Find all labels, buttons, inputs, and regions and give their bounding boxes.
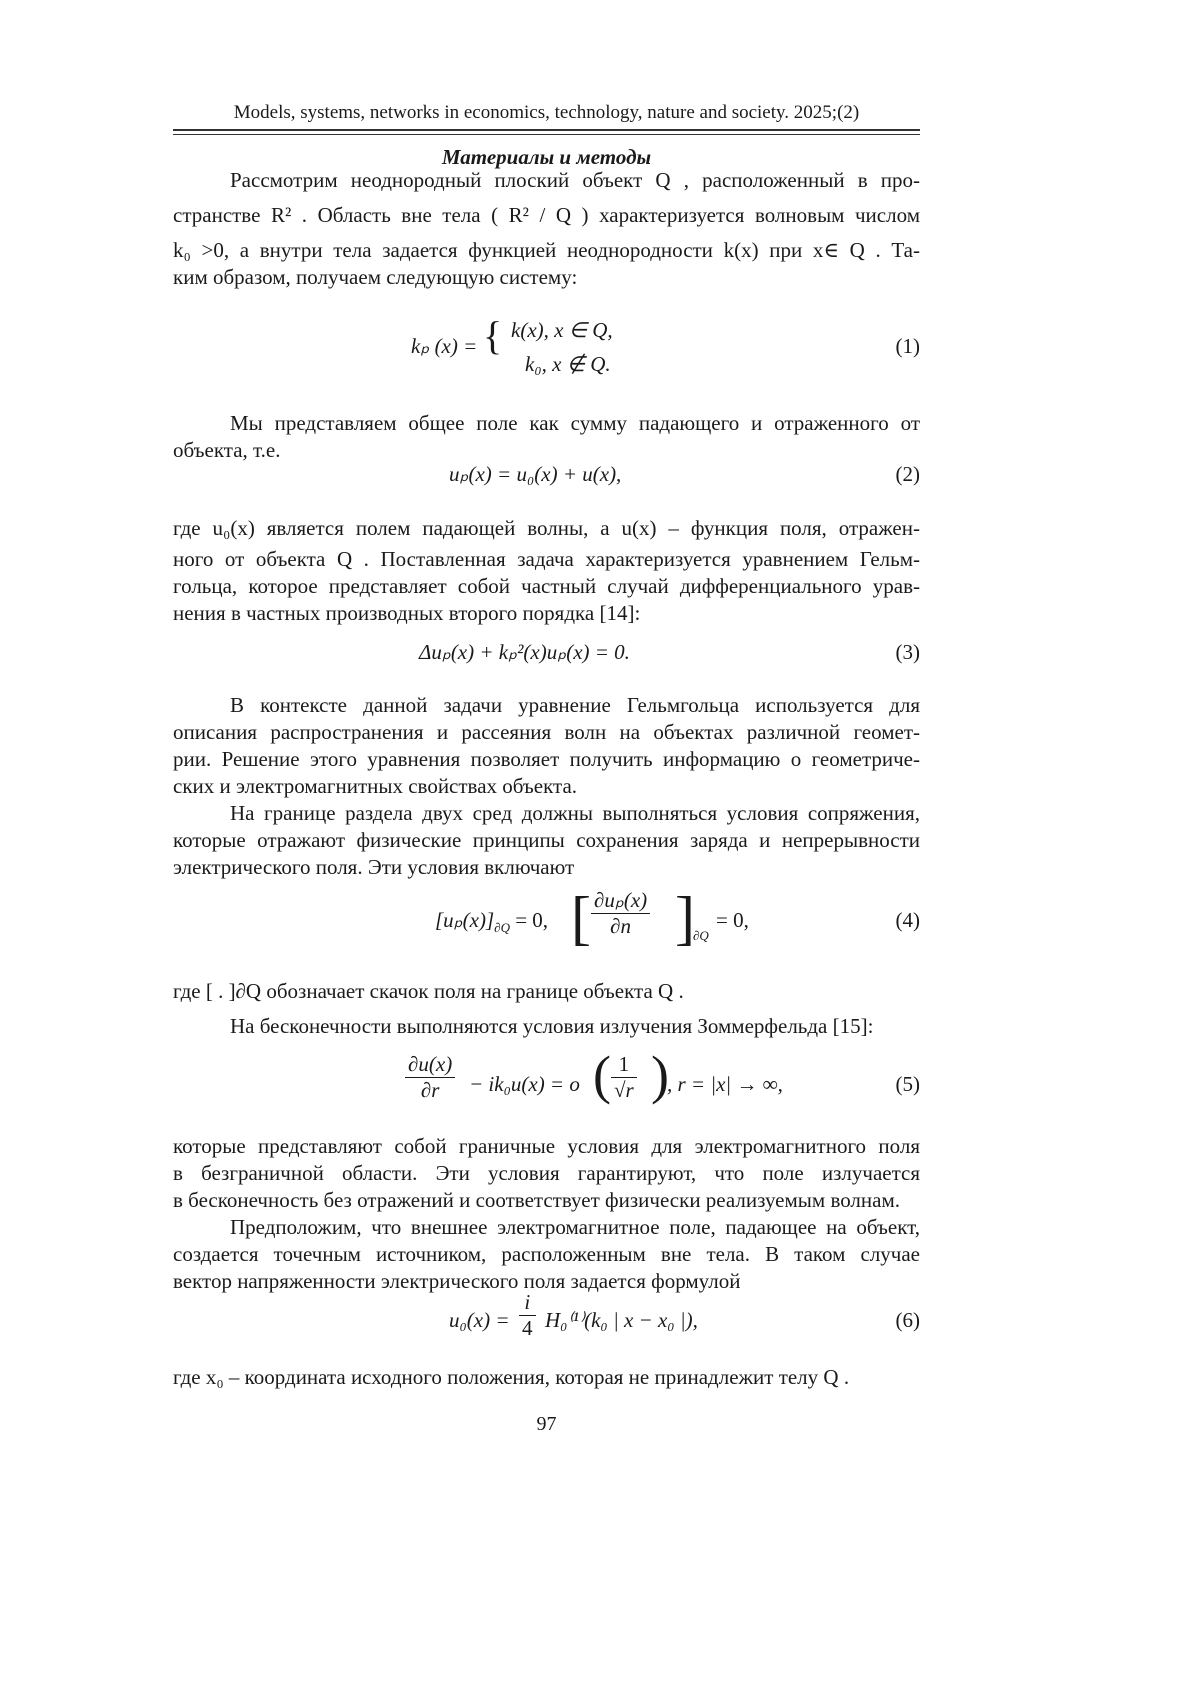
eq5-paren-close: ) — [651, 1045, 669, 1105]
eq6-fraction — [519, 1290, 536, 1341]
eq1-case-2: k₀, x ∉ Q. — [525, 352, 611, 376]
text-line: k₀ >0, а внутри тела задается функцией неоднородности k(x) при x∈ Q . Та- — [173, 238, 920, 262]
eq5-middle: − ik₀u(x) = o — [469, 1072, 580, 1096]
text-line: вектор напряженности электрического поля задается формулой — [173, 1269, 741, 1293]
eq5-numerator: ∂u(x) — [405, 1052, 455, 1078]
eq5-inner-fraction — [611, 1052, 637, 1103]
eq4-bracket-close: ] — [675, 885, 695, 951]
paragraph-7 — [173, 1013, 920, 1040]
eq1-number: (1) — [895, 334, 920, 358]
eq5-derivative — [405, 1052, 455, 1103]
text-line: создается точечным источником, расположенным вне тела. В таком случае — [173, 1242, 920, 1266]
equation-3 — [173, 640, 920, 680]
equation-4 — [173, 885, 920, 958]
eq5-end: , r = |x| → ∞, — [667, 1072, 783, 1096]
text-line: ного от объекта Q . Поставленная задача характеризуется уравнением Гельм- — [173, 547, 920, 571]
text-line: которые представляют собой граничные условия для электромагнитного поля — [173, 1134, 920, 1158]
eq4-jump — [435, 908, 548, 936]
eq4-sub-boundary-2: ∂Q — [693, 928, 709, 943]
text-line: электрического поля. Эти условия включают — [173, 855, 575, 879]
paragraph-2 — [173, 410, 920, 464]
text-line: рии. Решение этого уравнения позволяет получить информацию о геометриче- — [173, 747, 920, 771]
eq4-bracket-u: [uₚ(x)] — [435, 908, 495, 932]
eq4-end: = 0, — [716, 908, 749, 932]
eq4-bracket-open: [ — [571, 885, 591, 951]
eq4-equals: = 0, — [515, 908, 549, 932]
text-line: ских и электромагнитных свойствах объекта. — [173, 774, 578, 798]
text-line: ким образом, получаем следующую систему: — [173, 265, 578, 289]
text-line: странстве R² . Область вне тела ( R² / Q ) характеризуется волновым числом — [173, 203, 920, 227]
paragraph-9 — [173, 1214, 920, 1295]
eq3-body: Δuₚ(x) + kₚ²(x)uₚ(x) = 0. — [419, 640, 630, 664]
text-line: Предположим, что внешнее электромагнитное поле, падающее на объект, — [230, 1215, 920, 1239]
paragraph-5 — [173, 800, 920, 881]
text-line: объекта, т.е. — [173, 438, 281, 462]
text-line: Рассмотрим неоднородный плоский объект Q , расположенный в про- — [230, 168, 920, 192]
eq5-sqrt-r: √r — [614, 1078, 634, 1102]
text-line: в безграничной области. Эти условия гарантируют, что поле излучается — [173, 1161, 920, 1185]
text-line: которые отражают физические принципы сохранения заряда и непрерывности — [173, 828, 920, 852]
eq5-paren-open: ( — [593, 1045, 611, 1105]
equation-5 — [173, 1045, 920, 1122]
page-number: 97 — [536, 1413, 557, 1435]
eq6-rhs: H₀⁽¹⁾(k₀ | x − x₀ |), — [545, 1308, 698, 1332]
eq2-body: uₚ(x) = u₀(x) + u(x), — [449, 462, 622, 486]
text-line: где x₀ – координата исходного положения, которая не принадлежит телу Q . — [173, 1365, 850, 1389]
eq1-case-1: k(x), x ∈ Q, — [511, 318, 613, 342]
text-line: где [ . ]∂Q обозначает скачок поля на границе объекта Q . — [173, 979, 684, 1003]
eq4-number: (4) — [895, 908, 920, 932]
paragraph-6 — [173, 978, 920, 1005]
header-rule — [173, 129, 920, 131]
eq2-number: (2) — [895, 462, 920, 486]
paragraph-3 — [173, 515, 920, 627]
paragraph-1 — [173, 167, 920, 291]
section-title: Материалы и методы — [441, 145, 652, 169]
eq3-number: (3) — [895, 640, 920, 664]
eq6-number: (6) — [895, 1308, 920, 1332]
text-line: где u₀(x) является полем падающей волны, а u(x) – функция поля, отражен- — [173, 516, 920, 540]
eq4-numerator: ∂uₚ(x) — [591, 888, 650, 914]
eq5-one: 1 — [611, 1052, 637, 1078]
eq1-brace: { — [483, 313, 503, 358]
equation-2 — [173, 462, 920, 502]
text-line: На границе раздела двух сред должны выполняться условия сопряжения, — [230, 801, 920, 825]
eq6-lhs: u₀(x) = — [449, 1308, 510, 1332]
eq5-number: (5) — [895, 1072, 920, 1096]
text-line: Мы представляем общее поле как сумму падающего и отраженного от — [230, 411, 920, 435]
eq6-numerator: i — [519, 1290, 536, 1316]
paragraph-10 — [173, 1364, 920, 1391]
eq4-sub-boundary: ∂Q — [494, 920, 510, 936]
eq6-denominator: 4 — [522, 1316, 533, 1340]
eq1-lhs: kₚ (x) = — [411, 334, 478, 358]
text-line: гольца, которое представляет собой частный случай дифференциального урав- — [173, 574, 920, 598]
text-line: в бесконечность без отражений и соответствует физически реализуемым волнам. — [173, 1188, 901, 1212]
header-rule-thin — [173, 134, 920, 135]
text-line: В контексте данной задачи уравнение Гельмгольца используется для — [230, 693, 920, 717]
page — [173, 0, 920, 1698]
paragraph-8 — [173, 1133, 920, 1214]
equation-6 — [173, 1290, 920, 1356]
eq4-denominator: ∂n — [610, 914, 632, 938]
paragraph-4 — [173, 692, 920, 800]
eq4-fraction — [591, 888, 650, 939]
text-line: На бесконечности выполняются условия излучения Зоммерфельда [15]: — [230, 1014, 874, 1038]
text-line: нения в частных производных второго порядка [14]: — [173, 601, 641, 625]
running-head: Models, systems, networks in economics, technology, nature and society. 2025;(2) — [233, 102, 860, 123]
equation-1 — [173, 313, 920, 388]
eq5-denominator: ∂r — [420, 1078, 440, 1102]
text-line: описания распространения и рассеяния волн на объектах различной геомет- — [173, 720, 920, 744]
